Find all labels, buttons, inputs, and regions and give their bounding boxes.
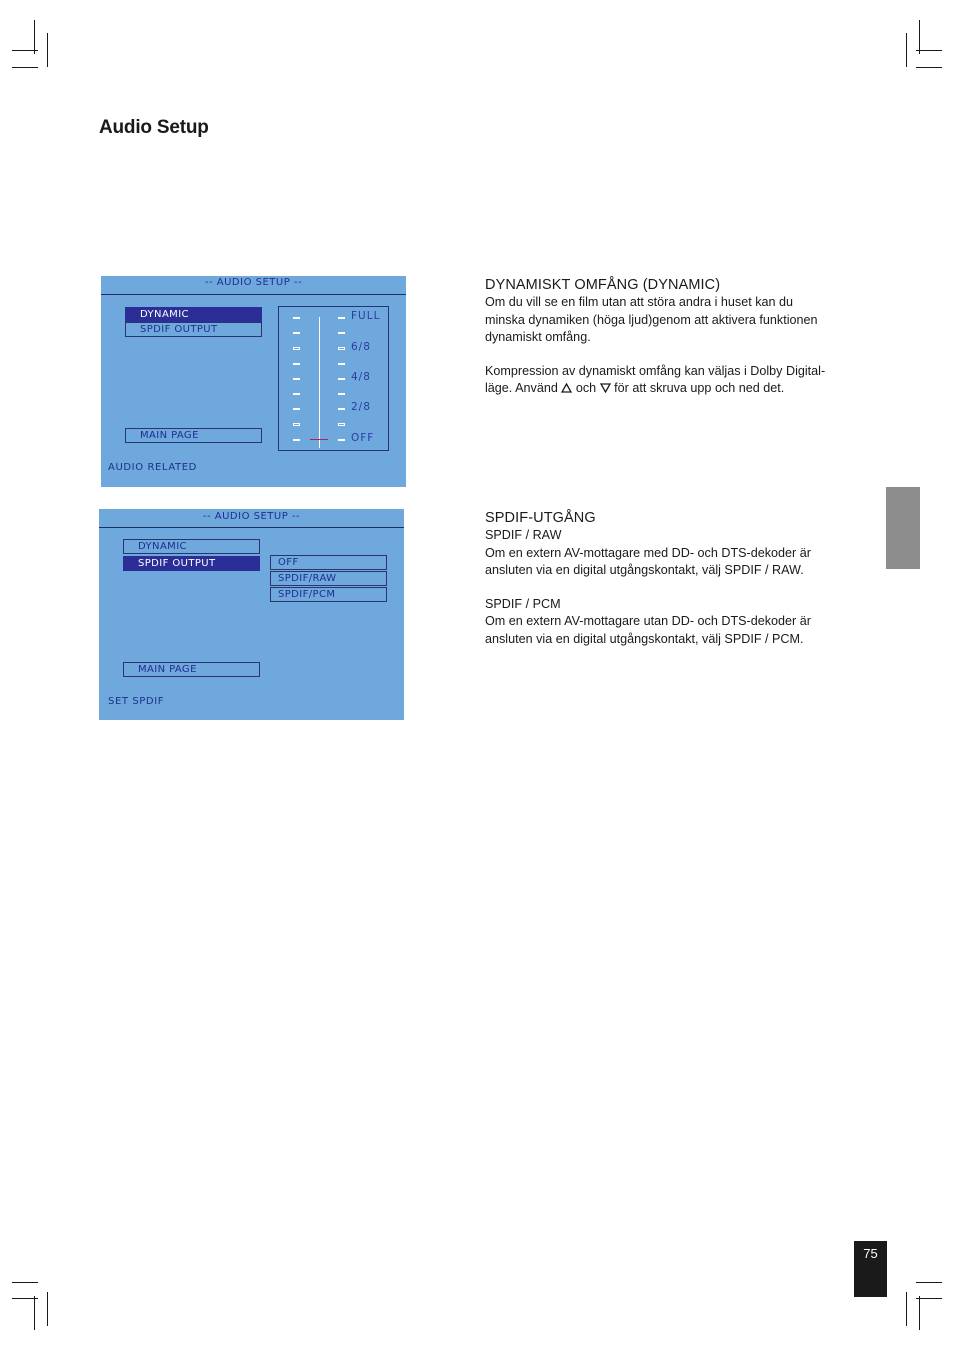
dynamic-level-selector[interactable] [278,306,389,451]
level-label-off: OFF [351,432,375,444]
level-tick [293,347,300,350]
osd-title: -- AUDIO SETUP -- [204,277,303,288]
level-label-4-8: 4/8 [351,371,371,383]
level-label-full: FULL [351,310,381,322]
spdif-option-pcm[interactable]: SPDIF/PCM [270,587,387,602]
level-tick [293,423,300,426]
page-number: 75 [854,1241,887,1297]
menu-item-spdif-output[interactable]: SPDIF OUTPUT [123,556,260,571]
section-tab-marker [886,487,920,569]
osd-title-rule [101,294,406,295]
level-tick [293,317,300,319]
paragraph-line: Om en extern AV-mottagare med DD- och DTS-dekoder är [485,545,811,560]
level-tick [293,408,300,410]
osd-title-rule [99,527,404,528]
menu-item-dynamic[interactable]: DYNAMIC [125,307,262,322]
paragraph-line: dynamiskt omfång. [485,330,591,344]
level-tick [338,439,345,441]
level-tick [338,378,345,380]
osd-dynamic-screen [101,276,406,487]
paragraph-line: ansluten via en digital utgångskontakt, välj SPDIF / RAW. [485,563,804,577]
section-heading: SPDIF-UTGÅNG [485,510,596,526]
dynamic-section [485,276,865,398]
level-label-2-8: 2/8 [351,401,371,413]
level-tick [338,423,345,426]
level-tick [338,347,345,350]
level-tick [338,393,345,395]
level-tick [338,317,345,319]
spdif-option-off[interactable]: OFF [270,555,387,570]
paragraph-line: ansluten via en digital utgångskontakt, välj SPDIF / PCM. [485,631,804,646]
section-heading: DYNAMISKT OMFÅNG (DYNAMIC) [485,277,721,293]
main-page-button[interactable]: MAIN PAGE [125,428,262,443]
level-tick [338,408,345,410]
level-tick [293,363,300,365]
osd-status-text: AUDIO RELATED [108,462,197,473]
down-triangle-icon [600,383,611,393]
level-tick [293,378,300,380]
level-tick [338,363,345,365]
paragraph-text: och [575,381,597,395]
menu-item-spdif-output[interactable]: SPDIF OUTPUT [125,322,262,337]
main-page-button[interactable]: MAIN PAGE [123,662,260,677]
up-triangle-icon [561,383,572,393]
paragraph-line: Kompression av dynamiskt omfång kan väljas i Dolby Digital- [485,363,826,378]
level-label-6-8: 6/8 [351,341,371,353]
paragraph-line: minska dynamiken (höga ljud)genom att aktivera funktionen [485,312,818,327]
menu-item-dynamic[interactable]: DYNAMIC [123,539,260,554]
page-title: Audio Setup [99,117,209,138]
paragraph-line: Om en extern AV-mottagare utan DD- och DTS-dekoder är [485,614,811,628]
level-tick [293,439,300,441]
osd-status-text: SET SPDIF [108,696,165,707]
subheading: SPDIF / PCM [485,596,561,611]
osd-title: -- AUDIO SETUP -- [202,511,301,522]
slider-track [319,317,320,448]
paragraph-line: Om du vill se en film utan att störa andra i huset kan du [485,295,794,309]
slider-knob[interactable] [310,439,328,440]
paragraph-text: läge. Använd [485,381,558,395]
spdif-section [485,509,865,648]
spdif-option-raw[interactable]: SPDIF/RAW [270,571,387,586]
level-tick [293,393,300,395]
level-tick [293,332,300,334]
level-tick [338,332,345,334]
subheading: SPDIF / RAW [485,528,562,542]
paragraph-line [485,380,865,398]
osd-spdif-screen [99,509,404,720]
paragraph-text: för att skruva upp och ned det. [614,381,785,395]
